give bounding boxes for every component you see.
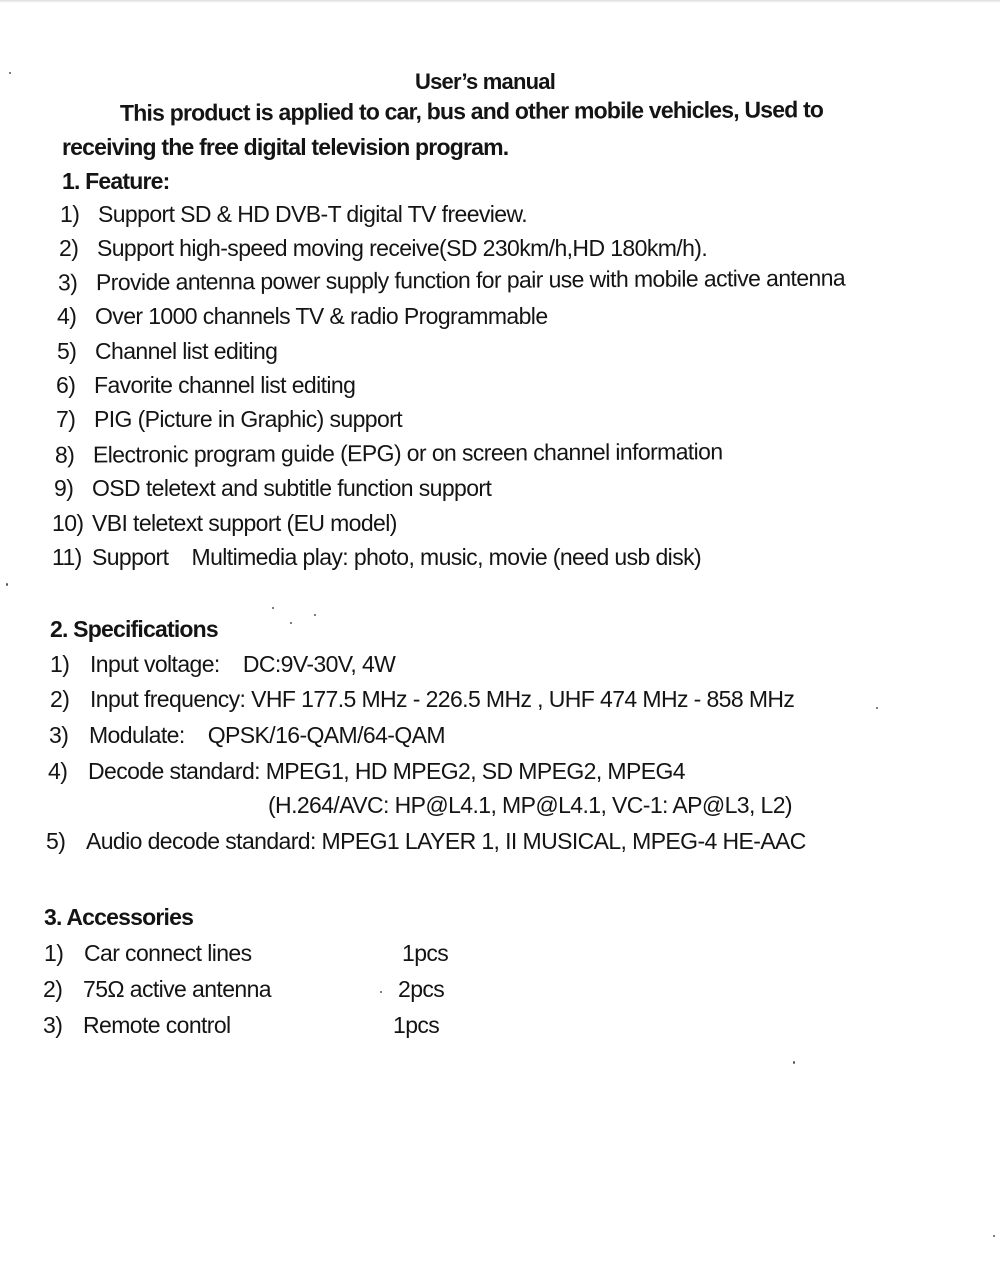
scan-speck	[314, 614, 316, 616]
scan-speck	[290, 622, 292, 624]
scan-edge	[0, 0, 1000, 3]
spec-item	[50, 650, 395, 678]
item-number: 3)	[57, 269, 78, 296]
feature-item	[56, 405, 402, 433]
item-text: Favorite channel list editing	[94, 372, 356, 398]
feature-item	[59, 234, 707, 262]
accessory-item	[43, 1011, 439, 1039]
item-text: Electronic program guide (EPG) or on screen channel information	[92, 438, 723, 468]
accessory-item	[43, 975, 444, 1003]
item-text: VBI teletext support (EU model)	[92, 510, 397, 536]
scan-speck	[380, 991, 382, 993]
feature-item	[60, 200, 527, 228]
feature-item	[52, 543, 701, 571]
intro-line-2: receiving the free digital television program.	[62, 134, 509, 160]
spec-item	[46, 827, 806, 855]
accessory-name: Remote control	[83, 1012, 231, 1038]
spec-item	[50, 685, 794, 713]
item-text: Modulate: QPSK/16-QAM/64-QAM	[89, 722, 445, 748]
item-number: 1)	[60, 201, 80, 227]
scan-speck	[9, 72, 11, 74]
scan-speck	[272, 607, 274, 609]
feature-item	[56, 371, 355, 399]
feature-item	[57, 302, 548, 330]
item-number: 1)	[44, 940, 64, 966]
item-text: OSD teletext and subtitle function support	[92, 475, 492, 501]
item-number: 7)	[56, 406, 76, 432]
item-number: 2)	[59, 235, 79, 261]
accessory-qty: 2pcs	[398, 976, 445, 1002]
item-text: Audio decode standard: MPEG1 LAYER 1, II MUSICAL, MPEG-4 HE-AAC	[86, 828, 806, 854]
item-text: Input voltage: DC:9V-30V, 4W	[90, 651, 396, 677]
item-text: Channel list editing	[95, 338, 278, 364]
feature-item	[57, 337, 277, 365]
specifications-heading: 2. Specifications	[50, 616, 218, 642]
scan-speck	[876, 707, 878, 709]
item-number: 1)	[50, 651, 70, 677]
accessory-qty: 1pcs	[393, 1012, 440, 1038]
item-number: 3)	[49, 722, 69, 748]
item-number: 4)	[48, 758, 68, 784]
scan-speck	[793, 1061, 795, 1064]
feature-item	[52, 509, 397, 537]
feature-item	[55, 437, 723, 468]
scan-speck	[6, 583, 8, 586]
item-text: Support high-speed moving receive(SD 230km/h,HD 180km/h).	[97, 235, 708, 261]
item-number: 2)	[50, 686, 70, 712]
spec-item-continuation: (H.264/AVC: HP@L4.1, MP@L4.1, VC-1: AP@L3, L2)	[268, 792, 792, 818]
accessory-qty: 1pcs	[402, 940, 449, 966]
page-title: User’s manual	[415, 69, 556, 94]
accessories-heading: 3. Accessories	[44, 904, 194, 930]
item-number: 8)	[54, 441, 75, 468]
scan-speck	[993, 1235, 995, 1237]
accessory-name: Car connect lines	[84, 940, 252, 966]
item-text: Input frequency: VHF 177.5 MHz - 226.5 MHz , UHF 474 MHz - 858 MHz	[90, 686, 795, 712]
item-text: PIG (Picture in Graphic) support	[94, 406, 403, 432]
accessory-name: 75Ω active antenna	[83, 976, 271, 1002]
spec-item	[48, 757, 685, 785]
accessory-item	[44, 939, 448, 967]
item-number: 5)	[46, 828, 66, 854]
item-number: 3)	[43, 1012, 63, 1038]
item-number: 4)	[57, 303, 77, 329]
item-number: 6)	[56, 372, 76, 398]
item-text: Decode standard: MPEG1, HD MPEG2, SD MPEG2, MPEG4	[88, 758, 685, 784]
item-text: Over 1000 channels TV & radio Programmable	[95, 303, 548, 329]
intro-line-1: This product is applied to car, bus and other mobile vehicles, Used to	[119, 96, 824, 126]
item-number: 2)	[43, 976, 63, 1002]
item-text: Provide antenna power supply function for pair use with mobile active antenna	[95, 264, 846, 296]
item-text: Support Multimedia play: photo, music, movie (need usb disk)	[92, 544, 702, 570]
feature-heading: 1. Feature:	[62, 168, 170, 194]
item-text: Support SD & HD DVB-T digital TV freeview.	[98, 201, 528, 227]
item-number: 11)	[52, 544, 82, 570]
item-number: 10)	[52, 510, 84, 536]
item-number: 9)	[54, 475, 74, 501]
feature-item	[58, 264, 845, 297]
spec-item	[49, 721, 445, 749]
feature-item	[54, 474, 491, 502]
item-number: 5)	[57, 338, 77, 364]
